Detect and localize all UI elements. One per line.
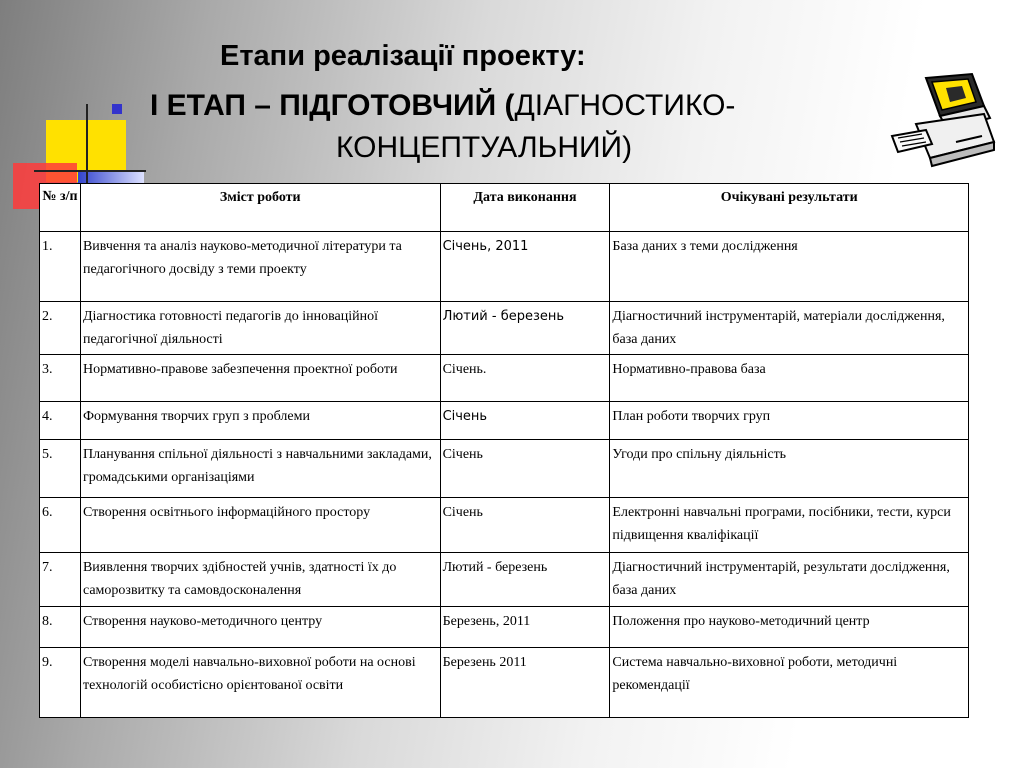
- row-date: Березень, 2011: [440, 607, 610, 648]
- row-date: Січень: [440, 402, 610, 440]
- row-num: 7.: [40, 553, 81, 607]
- stage-heading-line2: КОНЦЕПТУАЛЬНИЙ): [336, 131, 633, 164]
- row-date: Січень: [440, 440, 610, 498]
- table-row: [40, 498, 969, 553]
- row-results: Діагностичний інструментарій, результати дослідження, база даних: [610, 553, 969, 607]
- computer-cartoon-icon: [886, 72, 998, 168]
- row-results: Положення про науково-методичний центр: [610, 607, 969, 648]
- slide-title: Етапи реалізації проекту:: [220, 40, 586, 72]
- row-results: Нормативно-правова база: [610, 355, 969, 402]
- row-num: 3.: [40, 355, 81, 402]
- row-results: Діагностичний інструментарій, матеріали дослідження, база даних: [610, 302, 969, 355]
- row-date: Лютий - березень: [440, 302, 610, 355]
- decor-horizontal-line: [34, 170, 146, 172]
- header-results: Очікувані результати: [610, 184, 969, 232]
- stage-plan-table: [39, 183, 969, 718]
- row-results: Електронні навчальні програми, посібники, тести, курси підвищення кваліфікації: [610, 498, 969, 553]
- row-content: Формування творчих груп з проблеми: [80, 402, 440, 440]
- header-date: Дата виконання: [440, 184, 610, 232]
- row-num: 5.: [40, 440, 81, 498]
- stage-heading-line1: [150, 88, 735, 124]
- table-row: [40, 607, 969, 648]
- row-results: База даних з теми дослідження: [610, 232, 969, 302]
- row-num: 6.: [40, 498, 81, 553]
- row-content: Планування спільної діяльності з навчальними закладами, громадськими організаціями: [80, 440, 440, 498]
- row-date: Січень: [440, 498, 610, 553]
- row-content: Створення науково-методичного центру: [80, 607, 440, 648]
- table-header-row: [40, 184, 969, 232]
- row-num: 9.: [40, 648, 81, 718]
- row-content: Діагностика готовності педагогів до інноваційної педагогічної діяльності: [80, 302, 440, 355]
- header-num: № з/п: [40, 184, 81, 232]
- row-date: Березень 2011: [440, 648, 610, 718]
- table-row: [40, 553, 969, 607]
- row-num: 2.: [40, 302, 81, 355]
- table-row: [40, 440, 969, 498]
- row-content: Нормативно-правове забезпечення проектної роботи: [80, 355, 440, 402]
- header-content: Зміст роботи: [80, 184, 440, 232]
- row-num: 8.: [40, 607, 81, 648]
- row-results: Угоди про спільну діяльність: [610, 440, 969, 498]
- row-results: План роботи творчих груп: [610, 402, 969, 440]
- table-row: [40, 402, 969, 440]
- table-row: [40, 355, 969, 402]
- stage-heading-rest: ДІАГНОСТИКО-: [514, 89, 736, 122]
- row-num: 4.: [40, 402, 81, 440]
- table-row: [40, 302, 969, 355]
- row-content: Створення освітнього інформаційного простору: [80, 498, 440, 553]
- row-results: Система навчально-виховної роботи, методичні рекомендації: [610, 648, 969, 718]
- square-bullet-icon: [112, 104, 122, 114]
- row-date: Січень, 2011: [440, 232, 610, 302]
- row-num: 1.: [40, 232, 81, 302]
- row-content: Створення моделі навчально-виховної роботи на основі технологій особистісно орієнтованої освіти: [80, 648, 440, 718]
- table-row: [40, 232, 969, 302]
- row-date: Лютий - березень: [440, 553, 610, 607]
- row-content: Вивчення та аналіз науково-методичної літератури та педагогічного досвіду з теми проекту: [80, 232, 440, 302]
- stage-heading-bold: І ЕТАП – ПІДГОТОВЧИЙ (: [150, 89, 515, 122]
- table-row: [40, 648, 969, 718]
- row-content: Виявлення творчих здібностей учнів, здатності їх до саморозвитку та самовдосконалення: [80, 553, 440, 607]
- row-date: Січень.: [440, 355, 610, 402]
